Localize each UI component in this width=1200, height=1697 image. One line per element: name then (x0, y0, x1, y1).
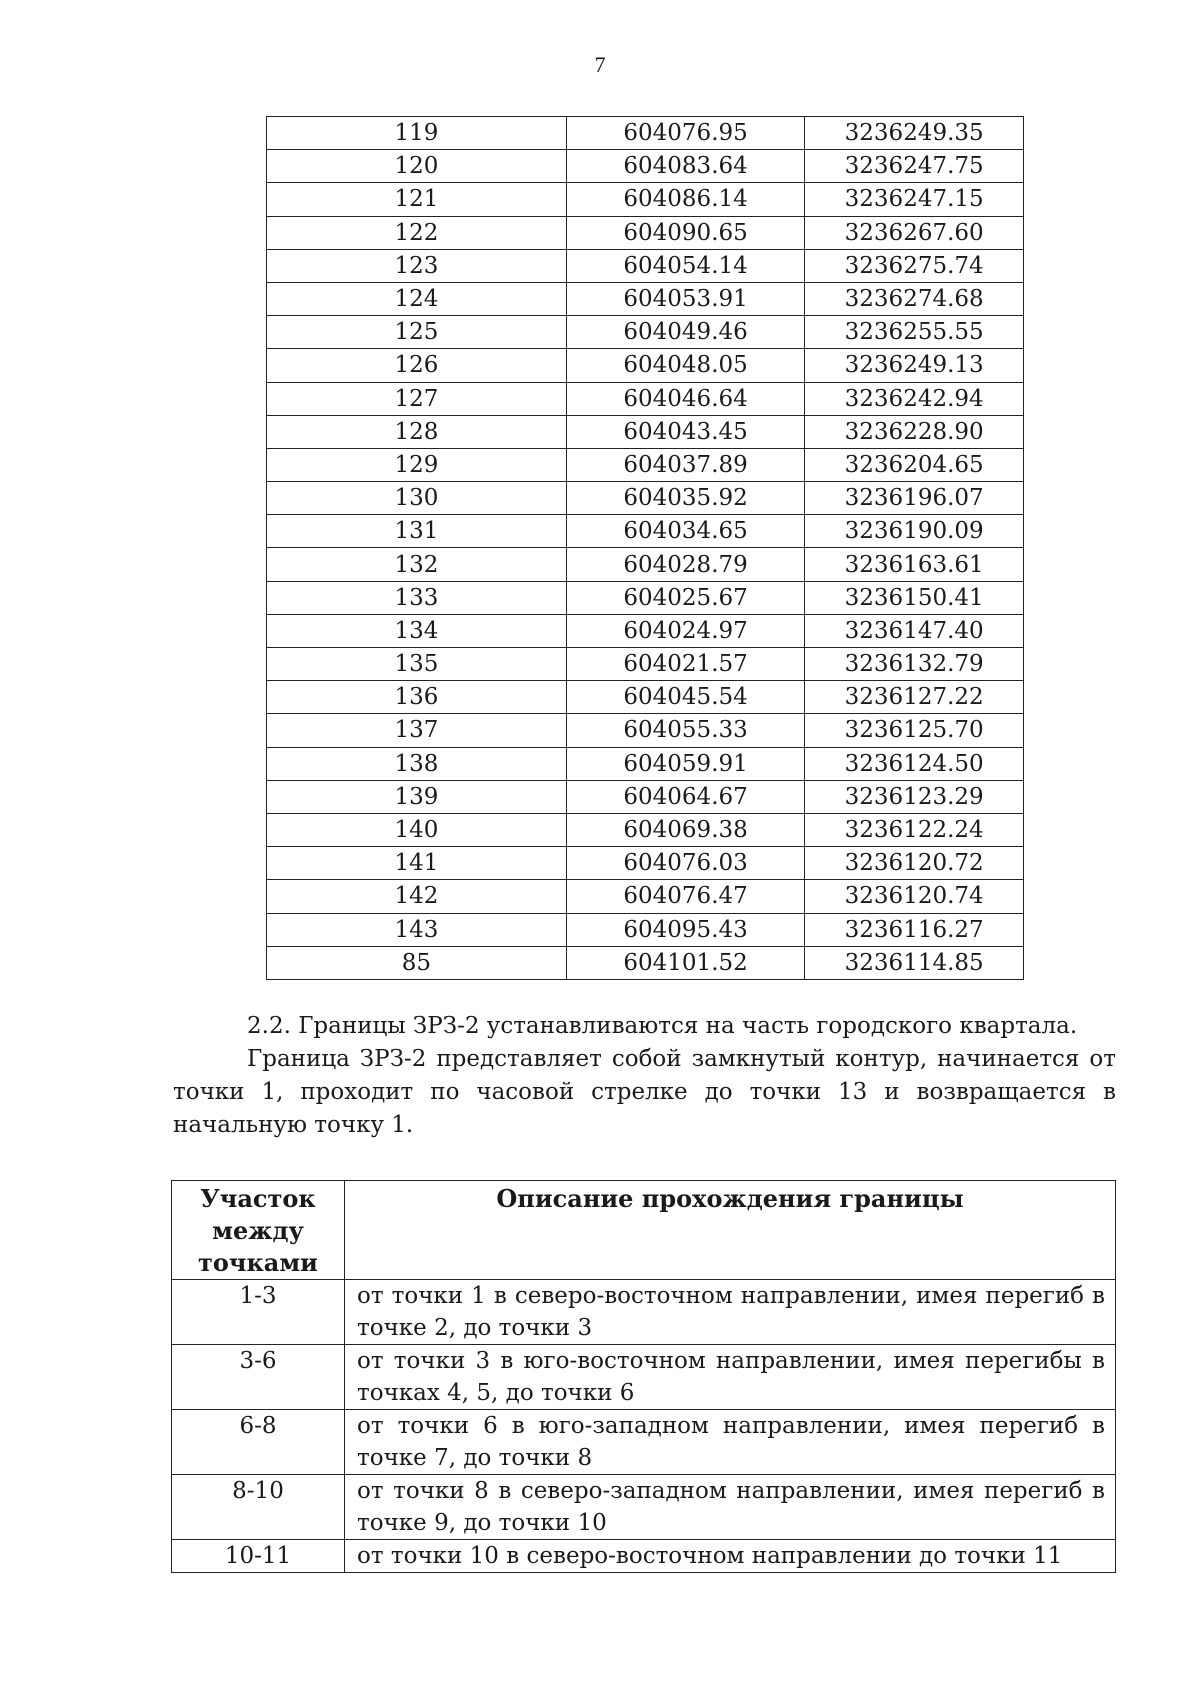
point-number-cell: 132 (267, 548, 567, 581)
x-coordinate-cell: 604055.33 (566, 714, 804, 747)
point-number-cell: 136 (267, 681, 567, 714)
coordinates-table (266, 116, 1024, 980)
point-number-cell: 130 (267, 482, 567, 515)
x-coordinate-cell: 604054.14 (566, 249, 804, 282)
y-coordinate-cell: 3236196.07 (805, 482, 1024, 515)
x-coordinate-cell: 604043.45 (566, 415, 804, 448)
y-coordinate-cell: 3236247.75 (805, 150, 1024, 183)
table-row (267, 880, 1024, 913)
point-number-cell: 121 (267, 183, 567, 216)
description-cell: от точки 1 в северо-восточном направлении, имея перегиб в точке 2, до точки 3 (345, 1280, 1116, 1345)
x-coordinate-cell: 604035.92 (566, 482, 804, 515)
table-row (267, 448, 1024, 481)
point-number-cell: 140 (267, 813, 567, 846)
x-coordinate-cell: 604045.54 (566, 681, 804, 714)
point-number-cell: 142 (267, 880, 567, 913)
y-coordinate-cell: 3236132.79 (805, 648, 1024, 681)
x-coordinate-cell: 604095.43 (566, 913, 804, 946)
table-row (267, 117, 1024, 150)
table-row (267, 548, 1024, 581)
table-row (267, 780, 1024, 813)
point-number-cell: 127 (267, 382, 567, 415)
body-text (173, 1010, 1116, 1142)
y-coordinate-cell: 3236125.70 (805, 714, 1024, 747)
table-row (267, 648, 1024, 681)
y-coordinate-cell: 3236124.50 (805, 747, 1024, 780)
description-cell: от точки 6 в юго-западном направлении, имея перегиб в точке 7, до точки 8 (345, 1410, 1116, 1475)
y-coordinate-cell: 3236190.09 (805, 515, 1024, 548)
x-coordinate-cell: 604069.38 (566, 813, 804, 846)
header-segment: Участок между точками (172, 1181, 345, 1280)
table-row (172, 1345, 1116, 1410)
y-coordinate-cell: 3236249.13 (805, 349, 1024, 382)
table-row (267, 747, 1024, 780)
y-coordinate-cell: 3236122.24 (805, 813, 1024, 846)
point-number-cell: 131 (267, 515, 567, 548)
table-row (267, 249, 1024, 282)
table-row (172, 1540, 1116, 1573)
y-coordinate-cell: 3236120.72 (805, 847, 1024, 880)
y-coordinate-cell: 3236228.90 (805, 415, 1024, 448)
table-row (267, 515, 1024, 548)
point-number-cell: 122 (267, 216, 567, 249)
segment-cell: 10-11 (172, 1540, 345, 1573)
x-coordinate-cell: 604076.95 (566, 117, 804, 150)
table-row (267, 415, 1024, 448)
segments-header-row (172, 1181, 1116, 1280)
point-number-cell: 133 (267, 581, 567, 614)
table-row (267, 482, 1024, 515)
segment-cell: 3-6 (172, 1345, 345, 1410)
table-row (267, 316, 1024, 349)
y-coordinate-cell: 3236127.22 (805, 681, 1024, 714)
y-coordinate-cell: 3236120.74 (805, 880, 1024, 913)
page-number: 7 (594, 52, 606, 77)
x-coordinate-cell: 604049.46 (566, 316, 804, 349)
point-number-cell: 129 (267, 448, 567, 481)
point-number-cell: 123 (267, 249, 567, 282)
segment-cell: 6-8 (172, 1410, 345, 1475)
description-cell: от точки 8 в северо-западном направлении, имея перегиб в точке 9, до точки 10 (345, 1475, 1116, 1540)
y-coordinate-cell: 3236116.27 (805, 913, 1024, 946)
paragraph-contour-description: Граница ЗРЗ-2 представляет собой замкнутый контур, начинается от точки 1, проходит по часовой стрелке до точки 13 и возвращается в начальную точку 1. (173, 1046, 1116, 1138)
y-coordinate-cell: 3236204.65 (805, 448, 1024, 481)
point-number-cell: 85 (267, 946, 567, 979)
x-coordinate-cell: 604028.79 (566, 548, 804, 581)
paragraph-zone-boundaries: 2.2. Границы ЗРЗ-2 устанавливаются на часть городского квартала. (247, 1013, 1078, 1039)
point-number-cell: 138 (267, 747, 567, 780)
table-row (267, 150, 1024, 183)
table-row (267, 681, 1024, 714)
y-coordinate-cell: 3236247.15 (805, 183, 1024, 216)
x-coordinate-cell: 604059.91 (566, 747, 804, 780)
x-coordinate-cell: 604025.67 (566, 581, 804, 614)
y-coordinate-cell: 3236255.55 (805, 316, 1024, 349)
table-row (172, 1475, 1116, 1540)
segments-table-body (172, 1280, 1116, 1573)
x-coordinate-cell: 604086.14 (566, 183, 804, 216)
x-coordinate-cell: 604034.65 (566, 515, 804, 548)
point-number-cell: 143 (267, 913, 567, 946)
x-coordinate-cell: 604064.67 (566, 780, 804, 813)
x-coordinate-cell: 604076.03 (566, 847, 804, 880)
point-number-cell: 134 (267, 614, 567, 647)
point-number-cell: 120 (267, 150, 567, 183)
y-coordinate-cell: 3236123.29 (805, 780, 1024, 813)
y-coordinate-cell: 3236249.35 (805, 117, 1024, 150)
table-row (267, 714, 1024, 747)
table-row (267, 216, 1024, 249)
point-number-cell: 139 (267, 780, 567, 813)
x-coordinate-cell: 604048.05 (566, 349, 804, 382)
x-coordinate-cell: 604076.47 (566, 880, 804, 913)
y-coordinate-cell: 3236150.41 (805, 581, 1024, 614)
x-coordinate-cell: 604053.91 (566, 282, 804, 315)
x-coordinate-cell: 604024.97 (566, 614, 804, 647)
table-row (267, 349, 1024, 382)
segment-cell: 8-10 (172, 1475, 345, 1540)
point-number-cell: 135 (267, 648, 567, 681)
header-description: Описание прохождения границы (345, 1181, 1116, 1280)
description-cell: от точки 10 в северо-восточном направлении до точки 11 (345, 1540, 1116, 1573)
table-row (267, 847, 1024, 880)
table-row (267, 183, 1024, 216)
point-number-cell: 124 (267, 282, 567, 315)
x-coordinate-cell: 604021.57 (566, 648, 804, 681)
x-coordinate-cell: 604090.65 (566, 216, 804, 249)
table-row (267, 946, 1024, 979)
point-number-cell: 137 (267, 714, 567, 747)
point-number-cell: 128 (267, 415, 567, 448)
table-row (267, 913, 1024, 946)
y-coordinate-cell: 3236163.61 (805, 548, 1024, 581)
segment-cell: 1-3 (172, 1280, 345, 1345)
table-row (267, 282, 1024, 315)
table-row (172, 1410, 1116, 1475)
table-row (267, 813, 1024, 846)
y-coordinate-cell: 3236114.85 (805, 946, 1024, 979)
x-coordinate-cell: 604037.89 (566, 448, 804, 481)
y-coordinate-cell: 3236275.74 (805, 249, 1024, 282)
table-row (267, 581, 1024, 614)
point-number-cell: 141 (267, 847, 567, 880)
boundary-segments-table (171, 1180, 1116, 1573)
x-coordinate-cell: 604046.64 (566, 382, 804, 415)
description-cell: от точки 3 в юго-восточном направлении, имея перегибы в точках 4, 5, до точки 6 (345, 1345, 1116, 1410)
x-coordinate-cell: 604101.52 (566, 946, 804, 979)
point-number-cell: 125 (267, 316, 567, 349)
coordinates-table-body (267, 117, 1024, 980)
table-row (267, 382, 1024, 415)
point-number-cell: 119 (267, 117, 567, 150)
x-coordinate-cell: 604083.64 (566, 150, 804, 183)
table-row (172, 1280, 1116, 1345)
table-row (267, 614, 1024, 647)
y-coordinate-cell: 3236267.60 (805, 216, 1024, 249)
y-coordinate-cell: 3236242.94 (805, 382, 1024, 415)
y-coordinate-cell: 3236147.40 (805, 614, 1024, 647)
point-number-cell: 126 (267, 349, 567, 382)
y-coordinate-cell: 3236274.68 (805, 282, 1024, 315)
